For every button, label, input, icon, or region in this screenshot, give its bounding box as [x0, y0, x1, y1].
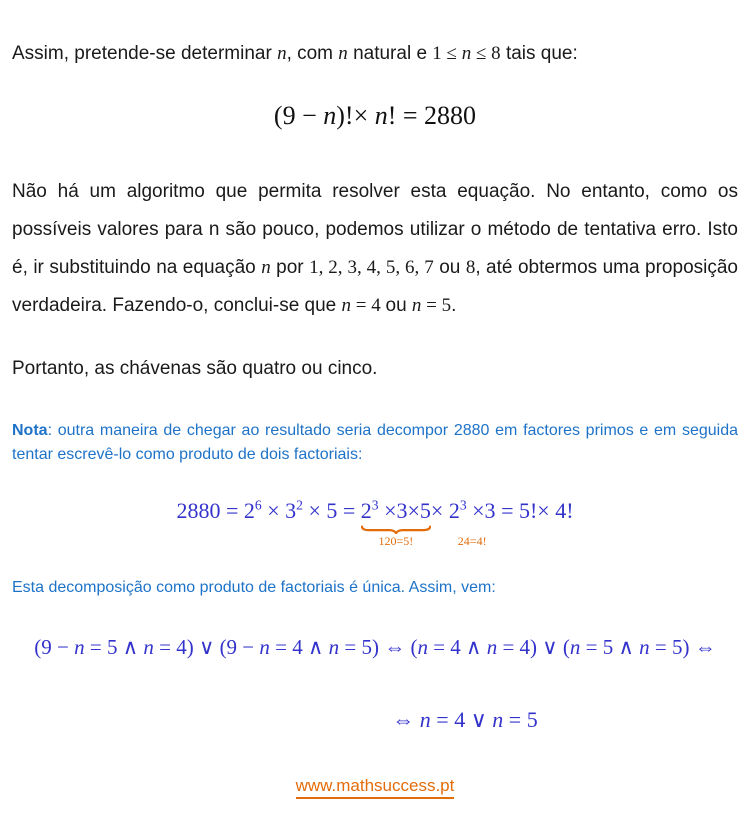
explanation-paragraph: Não há um algoritmo que permita resolver esta equação. No entanto, como os possíveis valores para n são pouco, podemos utilizar o método de tentativa erro. Isto é, ir substituindo na equação n por 1, 2, 3, 4, 5, 6, 7 ou 8, até obtermos uma proposição verdadeira. Fazendo-o, conclui-se que n = 4 ou n = 5. — [12, 180, 738, 316]
braced-factors: $2^3 \times 3\times 5$ — [360, 497, 431, 523]
logic-equation: (9 − n = 5 ∧ n = 4) ∨ (9 − n = 4 ∧ n = 5) ⇔ (n = 4 ∧ n = 4) ∨ (n = 5 ∧ n = 5) ⇔ — [34, 635, 716, 659]
decomposition-mid: × — [430, 497, 449, 523]
result-equation: ⇔ n = 4 ∨ n = 5 — [392, 707, 538, 733]
underbrace-group-120 — [360, 497, 431, 548]
result-equation-line — [12, 706, 738, 734]
conclusion-paragraph: Portanto, as chávenas são quatro ou cinco. — [12, 357, 378, 379]
uniqueness-paragraph: Esta decomposição como produto de factoriais é única. Assim, vem: — [12, 579, 496, 596]
annotation-label-24: 24=4! — [457, 534, 487, 548]
annotated-factors: $2^3 \times 3$ — [448, 497, 496, 523]
decomposition-lead: $2880 = 2^6 \times 3^2 \times 5$ = — [176, 497, 361, 523]
underbrace-icon — [361, 525, 431, 534]
nota-paragraph: Nota: outra maneira de chegar ao resultado seria decompor 2880 em factores primos e em seguida tentar escrevê-lo como produto de dois factoriais: — [12, 421, 738, 463]
intro-paragraph: Assim, pretende-se determinar n, com n natural e 1 ≤ n ≤ 8 tais que: — [12, 43, 578, 64]
decomposition-equation — [12, 497, 738, 559]
decomposition-tail: = 5!× 4! — [495, 497, 574, 523]
website-link[interactable]: www.mathsuccess.pt — [296, 776, 455, 799]
footer — [12, 776, 738, 799]
annotated-group-24 — [448, 497, 496, 548]
factorial-equation: (9 − n)!× n! = 2880 — [273, 101, 477, 130]
underbrace-label-120: 120=5! — [378, 534, 414, 548]
